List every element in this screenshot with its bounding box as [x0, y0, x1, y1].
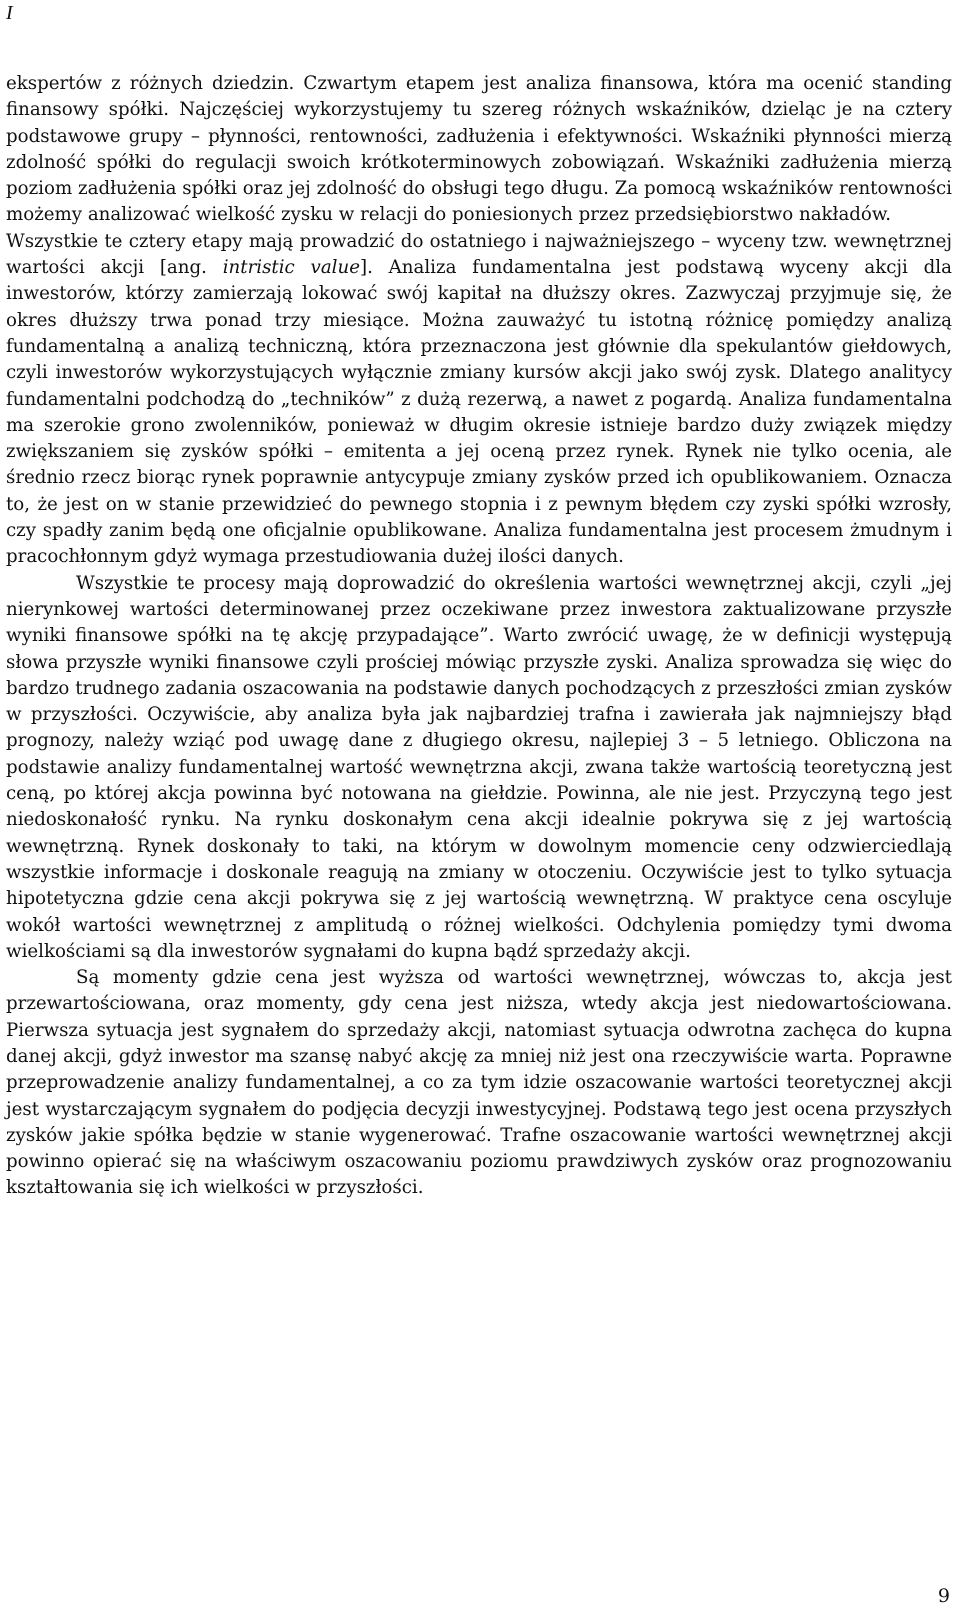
- paragraph: [6, 965, 952, 1202]
- document-body: [6, 71, 952, 1202]
- paragraph-text: Wszystkie te procesy mają doprowadzić do określenia wartości wewnętrznej akcji, czyli „jej nierynkowej wartości determinowanej przez oczekiwane przez inwestora zaktualizowane przyszłe wyniki finansowe spółki na tę akcję przypadające”. Warto zwrócić uwagę, że w definicji występują słowa przyszłe wyniki finansowe czyli prościej mówiąc przyszłe zyski. Analiza sprowadza się więc do bardzo trudnego zadania oszacowania na podstawie danych pochodzących z przeszłości zmian zysków w przyszłości. Oczywiście, aby analiza była jak najbardziej trafna i zawierała jak najmniejszy błąd prognozy, należy wziąć pod uwagę dane z długiego okresu, najlepiej 3 – 5 letniego. Obliczona na podstawie analizy fundamentalnej wartość wewnętrzna akcji, zwana także wartością teoretyczną jest ceną, po której akcja powinna być notowana na giełdzie. Powinna, ale nie jest. Przyczyną tego jest niedoskonałość rynku. Na rynku doskonałym cena akcji idealnie pokrywa się z jej wartością wewnętrzną. Rynek doskonały to taki, na którym w dowolnym momencie ceny odzwierciedlają wszystkie informacje i doskonale reagują na zmiany w otoczeniu. Oczywiście jest to tylko sytuacja hipotetyczna gdzie cena akcji pokrywa się z jej wartością wewnętrzną. W praktyce cena oscyluje wokół wartości wewnętrznej z amplitudą o różnej wielkości. Odchylenia pomiędzy tymi dwoma wielkościami są dla inwestorów sygnałami do kupna bądź sprzedaży akcji.: [6, 572, 952, 962]
- paragraph: [6, 71, 952, 229]
- page-number: 9: [937, 1585, 950, 1607]
- paragraph: [6, 571, 952, 965]
- paragraph-text: Wszystkie te cztery etapy mają prowadzić do ostatniego i najważniejszego – wyceny tzw. wewnętrznej wartości akcji [ang.: [6, 230, 952, 279]
- paragraph-text: ekspertów z różnych dziedzin. Czwartym etapem jest analiza finansowa, która ma ocenić standing finansowy spółki. Najczęściej wykorzystujemy tu szereg różnych wskaźników, dzieląc je na cztery podstawowe grupy – płynności, rentowności, zadłużenia i efektywności. Wskaźniki płynności mierzą zdolność spółki do regulacji swoich krótkoterminowych zobowiązań. Wskaźniki zadłużenia mierzą poziom zadłużenia spółki oraz jej zdolność do obsługi tego długu. Za pomocą wskaźników rentowności możemy analizować wielkość zysku w relacji do poniesionych przez przedsiębiorstwo nakładów.: [6, 73, 952, 226]
- header-mark: I: [6, 2, 13, 24]
- paragraph-text: ]. Analiza fundamentalna jest podstawą wyceny akcji dla inwestorów, którzy zamierzają lokować swój kapitał na dłuższy okres. Zazwyczaj przyjmuje się, że okres dłuższy trwa ponad trzy miesiące. Można zauważyć tu istotną różnicę pomiędzy analizą fundamentalną a analizą techniczną, która przeznaczona jest głównie dla spekulantów giełdowych, czyli inwestorów wykorzystujących wyłącznie zmiany kursów akcji jako swój zysk. Dlatego analitycy fundamentalni podchodzą do „techników” z dużą rezerwą, a nawet z pogardą. Analiza fundamentalna ma szerokie grono zwolenników, ponieważ w długim okresie istnieje bardzo duży związek między zwiększaniem się zysków spółki – emitenta a jej oceną przez rynek. Rynek nie tylko ocenia, ale średnio rzecz biorąc rynek poprawnie antycypuje zmiany zysków przed ich opublikowaniem. Oznacza to, że jest on w stanie przewidzieć do pewnego stopnia i z pewnym błędem czy zyski spółki wzrosły, czy spadły zanim będą one oficjalnie opublikowane. Analiza fundamentalna jest procesem żmudnym i pracochłonnym gdyż wymaga przestudiowania dużej ilości danych.: [6, 257, 952, 568]
- italic-term: intristic value: [222, 257, 360, 279]
- paragraph-text: Są momenty gdzie cena jest wyższa od wartości wewnętrznej, wówczas to, akcja jest przewartościowana, oraz momenty, gdy cena jest niższa, wtedy akcja jest niedowartościowana. Pierwsza sytuacja jest sygnałem do sprzedaży akcji, natomiast sytuacja odwrotna zachęca do kupna danej akcji, gdyż inwestor ma szansę nabyć akcję za mniej niż jest ona rzeczywiście warta. Poprawne przeprowadzenie analizy fundamentalnej, a co za tym idzie oszacowanie wartości teoretycznej akcji jest wystarczającym sygnałem do podjęcia decyzji inwestycyjnej. Podstawą tego jest ocena przyszłych zysków jakie spółka będzie w stanie wygenerować. Trafne oszacowanie wartości wewnętrznej akcji powinno opierać się na właściwym oszacowaniu poziomu prawdziwych zysków oraz prognozowaniu kształtowania się ich wielkości w przyszłości.: [6, 967, 952, 1199]
- paragraph: [6, 229, 952, 571]
